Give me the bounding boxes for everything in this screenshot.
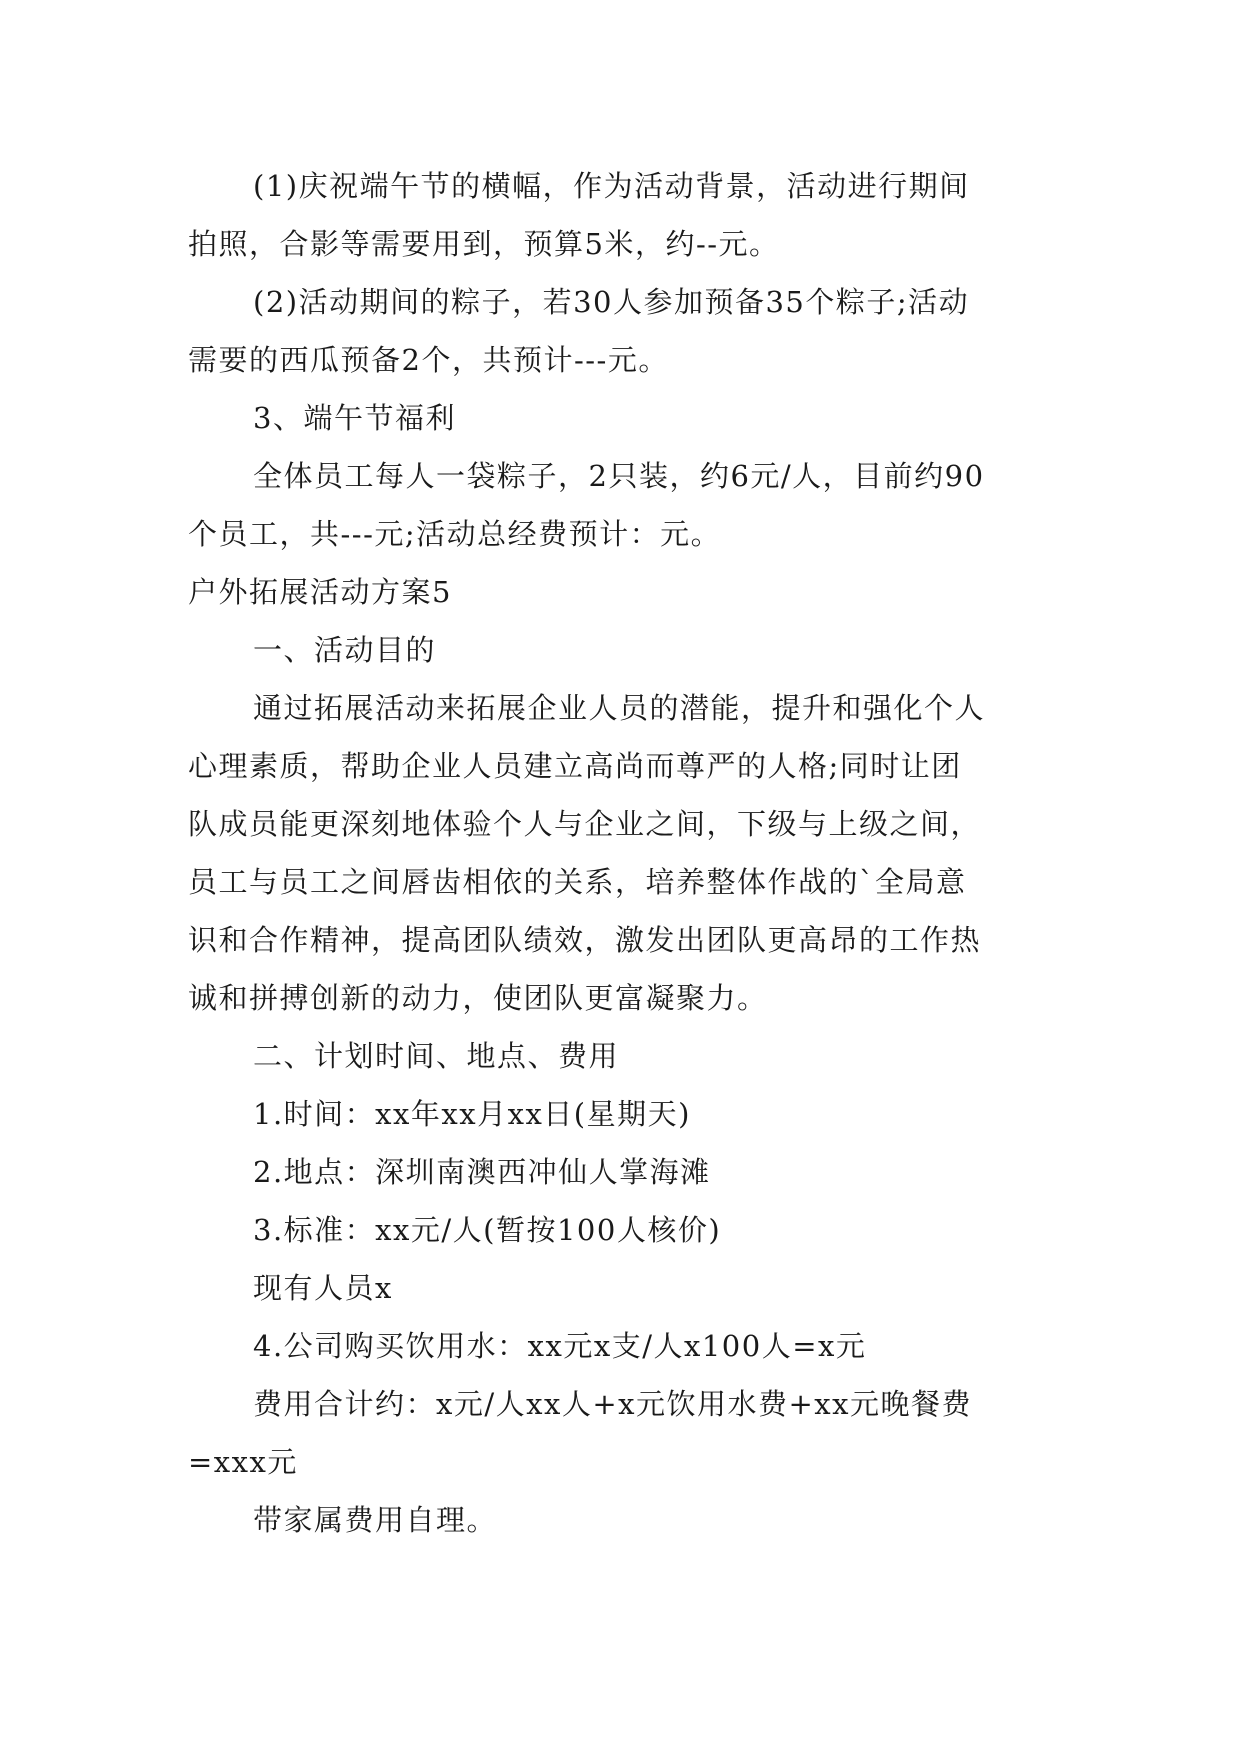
paragraph-line: 心理素质，帮助企业人员建立高尚而尊严的人格;同时让团 [188,749,962,783]
section-heading: 一、活动目的 [253,633,437,667]
paragraph-line: 带家属费用自理。 [253,1503,498,1537]
paragraph-line: 通过拓展活动来拓展企业人员的潜能，提升和强化个人 [253,691,986,725]
list-item: 3.标准：xx元/人(暂按100人核价) [253,1213,722,1247]
paragraph-line: 个员工，共---元;活动总经费预计：元。 [188,517,722,551]
paragraph-line: (1)庆祝端午节的横幅，作为活动背景，活动进行期间 [253,169,970,203]
paragraph-line: 费用合计约：x元/人xx人+x元饮用水费+xx元晚餐费 [253,1387,972,1421]
paragraph-line: (2)活动期间的粽子，若30人参加预备35个粽子;活动 [253,285,970,319]
paragraph-line: 员工与员工之间唇齿相依的关系，培养整体作战的`全局意 [188,865,967,899]
section-heading: 二、计划时间、地点、费用 [253,1039,620,1073]
paragraph-line: 全体员工每人一袋粽子，2只装，约6元/人，目前约90 [253,459,985,493]
paragraph-line: 需要的西瓜预备2个，共预计---元。 [188,343,669,377]
paragraph-line: 现有人员x [253,1271,393,1305]
paragraph-line: 识和合作精神，提高团队绩效，激发出团队更高昂的工作热 [188,923,982,957]
document-title: 户外拓展活动方案5 [188,575,452,609]
paragraph-line: 拍照，合影等需要用到，预算5米，约--元。 [188,227,780,261]
paragraph-line: 诚和拼搏创新的动力，使团队更富凝聚力。 [188,981,768,1015]
paragraph-line: 队成员能更深刻地体验个人与企业之间，下级与上级之间， [188,807,982,841]
list-item: 2.地点：深圳南澳西冲仙人掌海滩 [253,1155,711,1189]
paragraph-line: =xxx元 [188,1445,298,1479]
list-item: 4.公司购买饮用水：xx元x支/人x100人=x元 [253,1329,867,1363]
list-item: 1.时间：xx年xx月xx日(星期天) [253,1097,691,1131]
section-heading: 3、端午节福利 [253,401,456,435]
